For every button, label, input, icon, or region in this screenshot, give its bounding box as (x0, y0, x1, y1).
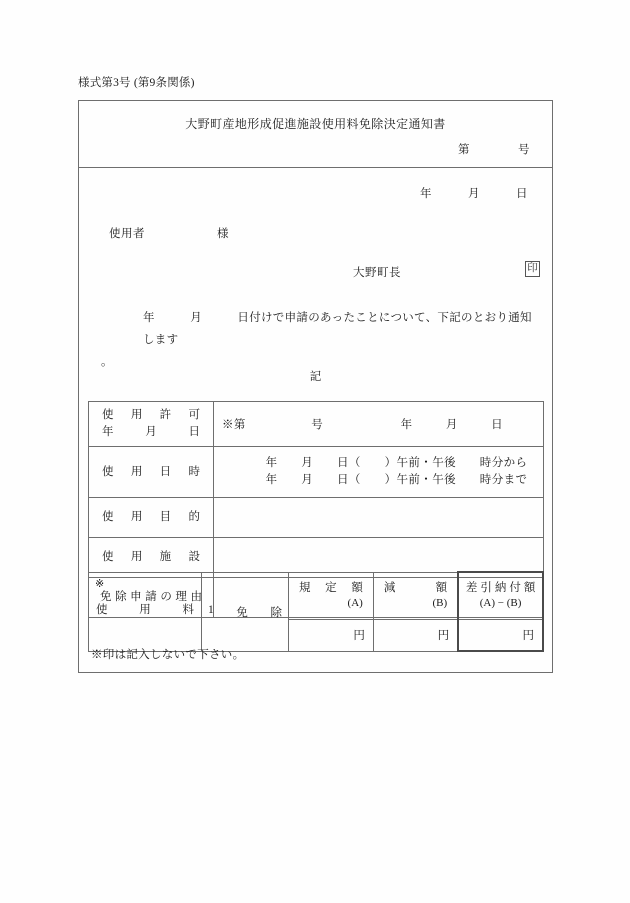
label-char: 日 (188, 426, 200, 438)
label-char: 使 (102, 409, 114, 421)
label-char: 除 (115, 591, 127, 603)
label-char: 施 (159, 551, 172, 563)
fee-exemption-option[interactable] (202, 572, 289, 651)
header-char: 納 (494, 582, 507, 594)
usage-datetime-to: 年 月 日（ ）午前・午後 時分まで (265, 474, 528, 486)
label-char: 申 (130, 591, 142, 603)
permit-number-date-fields (222, 419, 503, 431)
label-char: 可 (188, 409, 200, 421)
fee-table-wrapper (88, 571, 544, 652)
label-char: 日 (159, 465, 172, 478)
permit-year-unit: 年 (400, 419, 413, 431)
label-char: 使 (102, 465, 114, 478)
label-char: 用 (130, 551, 143, 563)
value-usage-datetime[interactable] (214, 447, 544, 498)
seal-stamp-box[interactable]: 印 (525, 261, 540, 277)
label-char: 設 (188, 551, 200, 563)
permit-number-unit: 号 (311, 419, 324, 431)
table-row-permit (89, 402, 544, 447)
label-char: 免 (100, 591, 112, 603)
usage-fee-table (88, 571, 544, 652)
notification-form-frame (78, 100, 553, 673)
fee-header-row (89, 572, 544, 620)
form-note: ※印は記入しないで下さい。 (91, 649, 245, 661)
label-char: 使 (102, 511, 114, 523)
statement-line-2: 。 (101, 356, 113, 368)
label-char: 料 (182, 603, 194, 616)
option-char: 除 (270, 606, 282, 619)
header-sub-label: (A) (347, 596, 363, 609)
header-char: 引 (480, 582, 492, 594)
label-char: 用 (130, 409, 143, 421)
label-char: 用 (139, 603, 151, 616)
label-usage-permit-date (89, 402, 214, 447)
header-sub-label: (B) (432, 596, 448, 609)
label-char: 理 (175, 591, 187, 603)
column-header-reduction-amount (373, 572, 458, 620)
column-header-standard-amount (289, 572, 374, 620)
issuer-label: 大野町長 (353, 267, 401, 279)
label-char: 月 (145, 426, 157, 438)
amount-standard[interactable]: 円 (289, 620, 374, 652)
header-char: 差 (465, 582, 478, 594)
permit-day-unit: 日 (491, 419, 504, 431)
header-char: 定 (325, 581, 337, 594)
label-char: の (160, 591, 172, 603)
usage-datetime-from: 年 月 日（ ）午前・午後 時分から (265, 457, 528, 469)
value-usage-permit-date[interactable] (214, 402, 544, 447)
amount-reduction[interactable]: 円 (373, 620, 458, 652)
asterisk-mark: ※ (95, 577, 105, 590)
value-usage-purpose[interactable] (214, 498, 544, 538)
ki-heading: 記 (309, 371, 322, 383)
header-char: 減 (383, 581, 396, 594)
label-char: 使 (96, 603, 108, 616)
title-block (79, 101, 552, 168)
statement-paragraph (101, 307, 541, 373)
table-row-usage-datetime (89, 447, 544, 498)
label-char: 許 (159, 409, 172, 421)
label-char: 用 (130, 511, 143, 523)
permit-month-unit: 月 (445, 419, 458, 431)
label-char: 請 (145, 591, 157, 603)
option-char: 免 (236, 606, 248, 619)
label-usage-datetime (89, 447, 214, 498)
label-char: 目 (159, 511, 172, 523)
table-row-usage-purpose (89, 498, 544, 538)
label-char: 使 (102, 551, 114, 563)
label-char: 的 (188, 511, 200, 523)
option-number: 1 (208, 603, 214, 616)
addressee-field[interactable]: 使用者 様 (109, 228, 229, 240)
header-char: 規 (299, 581, 311, 594)
label-usage-fee (89, 572, 202, 651)
header-char: 額 (523, 582, 536, 594)
statement-line-1: 年 月 日付けで申請のあったことについて、下記のとおり通知します (143, 312, 532, 346)
document-number-field[interactable]: 第 号 (458, 144, 530, 156)
header-sub-label: (A) − (B) (479, 597, 522, 609)
permit-number-prefix: ※第 (222, 419, 246, 431)
label-char: 時 (188, 465, 200, 478)
column-header-net-payable (458, 572, 543, 620)
issue-date-field[interactable]: 年 月 日 (420, 188, 528, 200)
label-char: 用 (130, 465, 143, 478)
label-char: 年 (102, 426, 114, 438)
label-usage-purpose (89, 498, 214, 538)
document-title: 大野町産地形成促進施設使用料免除決定通知書 (185, 117, 446, 131)
form-body (79, 168, 552, 674)
label-char: 由 (190, 591, 202, 603)
amount-net-payable[interactable]: 円 (458, 620, 543, 652)
header-char: 付 (509, 582, 521, 594)
header-char: 額 (351, 581, 363, 594)
form-number-label: 様式第3号 (第9条関係) (78, 77, 195, 89)
header-char: 額 (435, 581, 448, 594)
